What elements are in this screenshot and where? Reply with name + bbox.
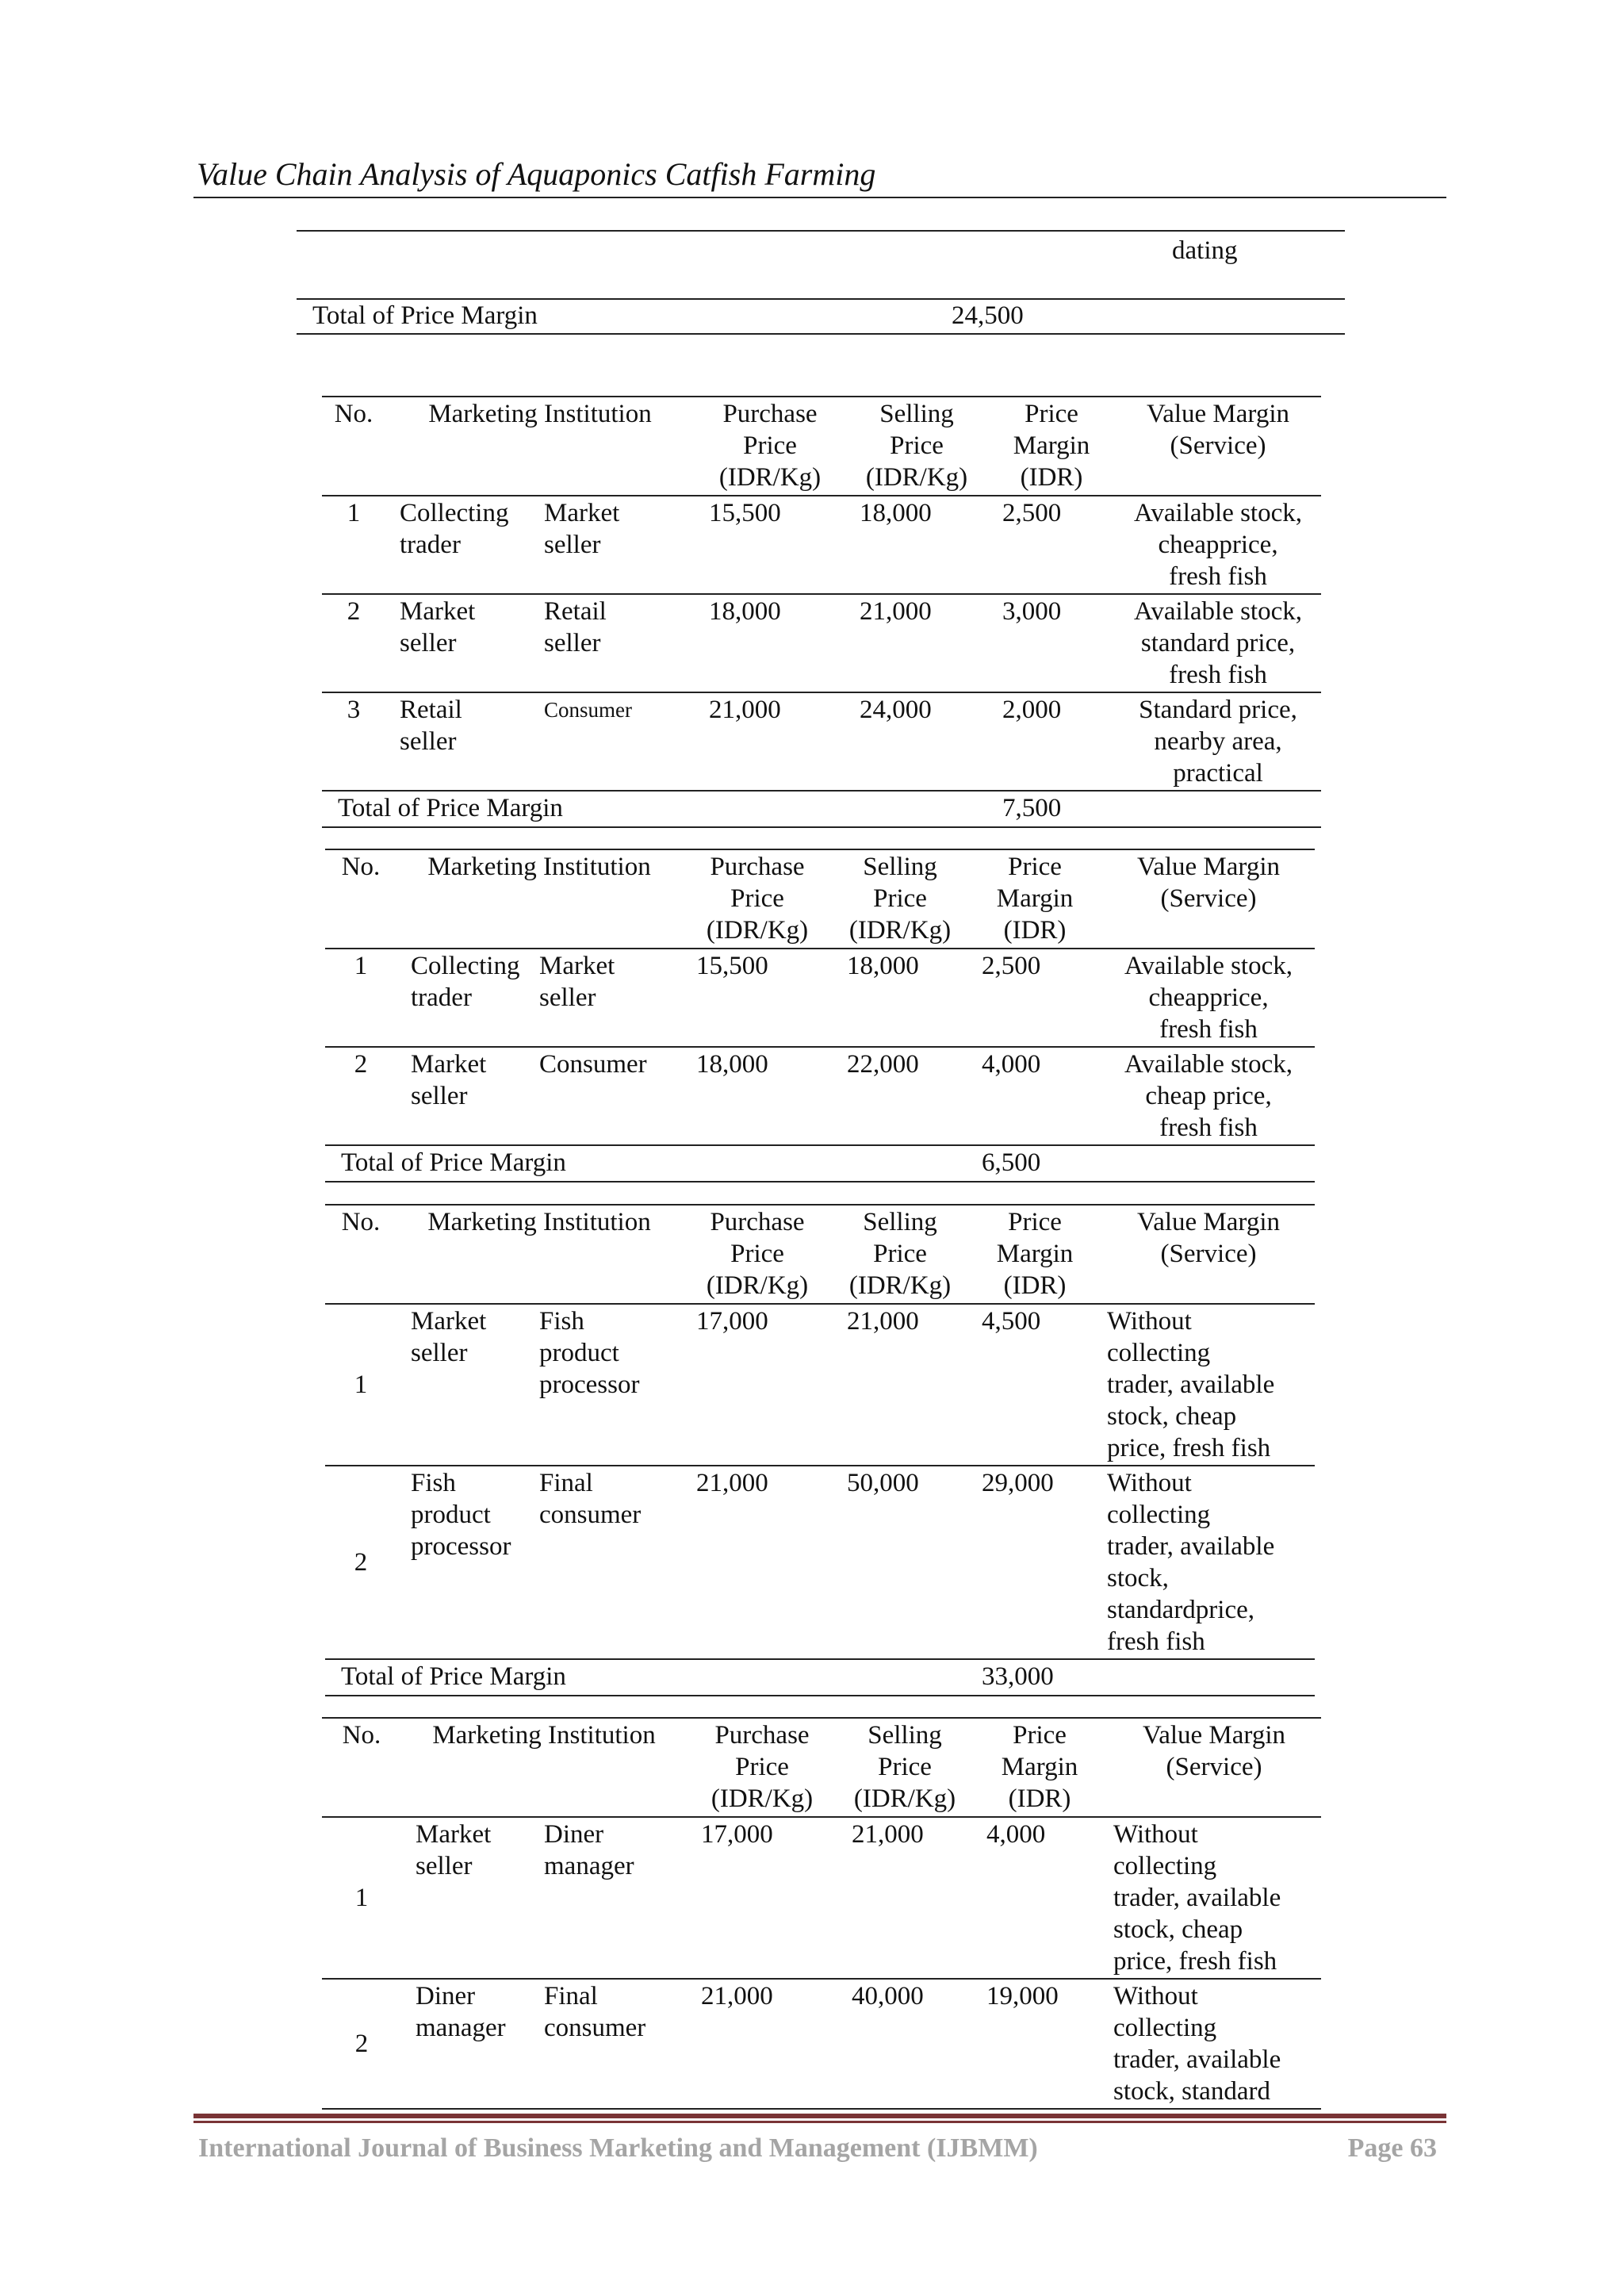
row-no: 3: [322, 692, 385, 791]
table-row: [322, 496, 1321, 594]
row-to: Market seller: [544, 496, 695, 594]
row-to: Market seller: [539, 949, 682, 1047]
row-purchase: 18,000: [682, 1047, 833, 1145]
header-margin: Price Margin (IDR): [967, 849, 1102, 949]
row-purchase: 17,000: [687, 1817, 837, 1979]
row-to: Final consumer: [544, 1979, 687, 2109]
row-selling: 40,000: [837, 1979, 972, 2109]
total-row: [325, 1145, 1315, 1182]
row-selling: 21,000: [845, 594, 988, 692]
row-to: Fish product processor: [539, 1304, 682, 1466]
header-purchase: Purchase Price (IDR/Kg): [695, 397, 845, 496]
header-selling: Selling Price (IDR/Kg): [837, 1718, 972, 1817]
fragment-total-row: [297, 298, 1345, 335]
row-to: Diner manager: [544, 1817, 687, 1979]
total-value: 33,000: [967, 1659, 1102, 1696]
row-purchase: 15,500: [695, 496, 845, 594]
row-from: Market seller: [396, 1304, 539, 1466]
row-purchase: 21,000: [682, 1466, 833, 1659]
header-institution: Marketing Institution: [396, 1205, 682, 1304]
header-margin: Price Margin (IDR): [967, 1205, 1102, 1304]
row-no: 1: [325, 949, 396, 1047]
header-value: Value Margin (Service): [1102, 849, 1315, 949]
row-value: Without collecting trader, available stock, standardprice, fresh fish: [1102, 1466, 1315, 1659]
header-no: No.: [322, 1718, 401, 1817]
row-no: 1: [322, 496, 385, 594]
row-purchase: 15,500: [682, 949, 833, 1047]
running-title: Value Chain Analysis of Aquaponics Catfish Farming: [197, 156, 876, 192]
header-institution: Marketing Institution: [385, 397, 695, 496]
header-no: No.: [325, 1205, 396, 1304]
footer-rule-thin: [193, 2121, 1446, 2123]
header-selling: Selling Price (IDR/Kg): [833, 849, 967, 949]
row-purchase: 17,000: [682, 1304, 833, 1466]
row-selling: 18,000: [845, 496, 988, 594]
row-no: 2: [325, 1047, 396, 1145]
table-row: [325, 1304, 1315, 1466]
previous-table-fragment: [297, 230, 1345, 335]
header-selling: Selling Price (IDR/Kg): [845, 397, 988, 496]
header-institution: Marketing Institution: [401, 1718, 687, 1817]
table-row: [325, 949, 1315, 1047]
row-no: 2: [322, 1979, 401, 2109]
row-no: 2: [322, 594, 385, 692]
row-from: Retail seller: [385, 692, 544, 791]
row-from: Diner manager: [401, 1979, 544, 2109]
row-to: Final consumer: [539, 1466, 682, 1659]
header-purchase: Purchase Price (IDR/Kg): [687, 1718, 837, 1817]
table-row: [322, 1817, 1321, 1979]
row-purchase: 18,000: [695, 594, 845, 692]
table-row: [322, 594, 1321, 692]
marketing-table-1: [322, 396, 1321, 828]
header-selling: Selling Price (IDR/Kg): [833, 1205, 967, 1304]
row-margin: 2,500: [988, 496, 1115, 594]
row-to: Consumer: [539, 1047, 682, 1145]
footer-journal-name: International Journal of Business Marketing and Management (IJBMM): [198, 2133, 1038, 2163]
row-margin: 4,500: [967, 1304, 1102, 1466]
header-no: No.: [322, 397, 385, 496]
table-3-header: [325, 1205, 1315, 1304]
row-from: Collecting trader: [385, 496, 544, 594]
row-selling: 18,000: [833, 949, 967, 1047]
header-value: Value Margin (Service): [1102, 1205, 1315, 1304]
table-row: [325, 1047, 1315, 1145]
header-institution: Marketing Institution: [396, 849, 682, 949]
table-row: [325, 1466, 1315, 1659]
row-value: Without collecting trader, available stock, cheap price, fresh fish: [1107, 1817, 1321, 1979]
row-no: 2: [325, 1466, 396, 1659]
row-selling: 21,000: [833, 1304, 967, 1466]
row-value: Standard price, nearby area, practical: [1115, 692, 1321, 791]
row-purchase: 21,000: [687, 1979, 837, 2109]
row-from: Collecting trader: [396, 949, 539, 1047]
header-purchase: Purchase Price (IDR/Kg): [682, 849, 833, 949]
table-4-header: [322, 1718, 1321, 1817]
header-margin: Price Margin (IDR): [988, 397, 1115, 496]
row-margin: 19,000: [972, 1979, 1107, 2109]
row-to: Retail seller: [544, 594, 695, 692]
row-margin: 2,000: [988, 692, 1115, 791]
row-margin: 4,000: [967, 1047, 1102, 1145]
header-value: Value Margin (Service): [1115, 397, 1321, 496]
total-row: [325, 1659, 1315, 1696]
header-rule: [193, 197, 1446, 198]
row-no: 1: [325, 1304, 396, 1466]
total-row: [322, 791, 1321, 827]
row-no: 1: [322, 1817, 401, 1979]
row-margin: 4,000: [972, 1817, 1107, 1979]
total-value: 7,500: [988, 791, 1115, 827]
footer-page-number: Page 63: [1347, 2133, 1437, 2163]
row-value: Without collecting trader, available stock, standard: [1107, 1979, 1321, 2109]
row-selling: 50,000: [833, 1466, 967, 1659]
total-label: Total of Price Margin: [325, 1145, 967, 1182]
row-from: Market seller: [396, 1047, 539, 1145]
row-value: Available stock, cheap price, fresh fish: [1102, 1047, 1315, 1145]
table-1-header: [322, 397, 1321, 496]
footer-rule: [193, 2114, 1446, 2118]
table-2-header: [325, 849, 1315, 949]
total-value: 6,500: [967, 1145, 1102, 1182]
row-selling: 22,000: [833, 1047, 967, 1145]
row-from: Fish product processor: [396, 1466, 539, 1659]
fragment-total-value: 24,500: [952, 301, 1024, 330]
total-label: Total of Price Margin: [322, 791, 988, 827]
marketing-table-4: [322, 1717, 1321, 2110]
header-no: No.: [325, 849, 396, 949]
row-from: Market seller: [401, 1817, 544, 1979]
marketing-table-3: [325, 1204, 1315, 1696]
row-margin: 3,000: [988, 594, 1115, 692]
fragment-total-label: Total of Price Margin: [312, 301, 538, 330]
header-margin: Price Margin (IDR): [972, 1718, 1107, 1817]
row-selling: 21,000: [837, 1817, 972, 1979]
fragment-row: [297, 230, 1345, 298]
row-value: Available stock, cheapprice, fresh fish: [1115, 496, 1321, 594]
row-from: Market seller: [385, 594, 544, 692]
row-margin: 29,000: [967, 1466, 1102, 1659]
header-value: Value Margin (Service): [1107, 1718, 1321, 1817]
row-value: Without collecting trader, available stock, cheap price, fresh fish: [1102, 1304, 1315, 1466]
total-label: Total of Price Margin: [325, 1659, 967, 1696]
row-margin: 2,500: [967, 949, 1102, 1047]
row-value: Available stock, standard price, fresh fish: [1115, 594, 1321, 692]
row-to: Consumer: [544, 692, 695, 791]
row-selling: 24,000: [845, 692, 988, 791]
row-purchase: 21,000: [695, 692, 845, 791]
table-row: [322, 692, 1321, 791]
fragment-value-cell: dating: [1172, 236, 1238, 265]
row-value: Available stock, cheapprice, fresh fish: [1102, 949, 1315, 1047]
table-row: [322, 1979, 1321, 2109]
marketing-table-2: [325, 849, 1315, 1182]
header-purchase: Purchase Price (IDR/Kg): [682, 1205, 833, 1304]
